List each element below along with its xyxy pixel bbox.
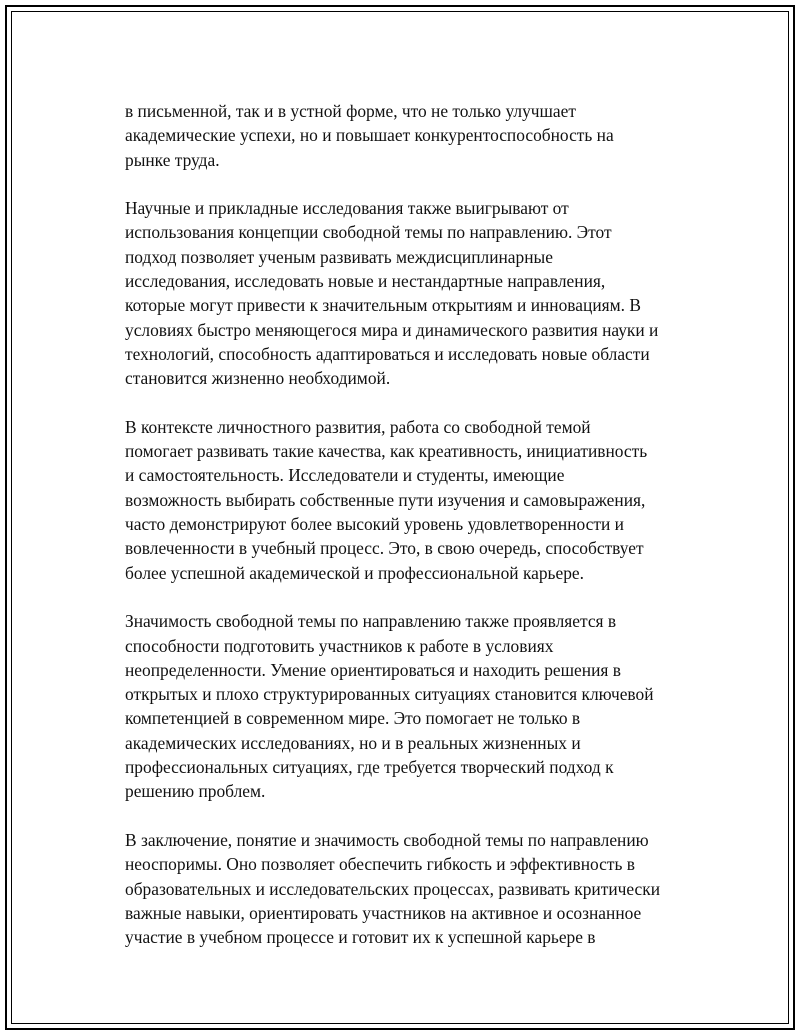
text-line: в письменной, так и в устной форме, что не только улучшает <box>125 101 576 121</box>
document-body <box>125 99 695 949</box>
text-line: использования концепции свободной темы по направлению. Этот <box>125 222 612 243</box>
text-line: исследования, исследовать новые и нестандартные направления, <box>125 271 606 292</box>
text-line: академические успехи, но и повышает конкурентоспособность на <box>125 125 614 146</box>
text-line: компетенцией в современном мире. Это помогает не только в <box>125 708 581 729</box>
text-line: открытых и плохо структурированных ситуациях становится ключевой <box>125 684 654 705</box>
text-line: рынке труда. <box>125 149 220 170</box>
text-line: условиях быстро меняющегося мира и динамического развития науки и <box>125 319 659 340</box>
text-line: способности подготовить участников к работе в условиях <box>125 635 554 656</box>
text-line: важные навыки, ориентировать участников на активное и осознанное <box>125 902 642 923</box>
paragraph-4 <box>125 609 695 803</box>
text-line: технологий, способность адаптироваться и исследовать новые области <box>125 343 650 364</box>
text-line: и самостоятельность. Исследователи и студенты, имеющие <box>125 465 565 486</box>
text-line: образовательных и исследовательских процессах, развивать критически <box>125 878 661 899</box>
text-line: академических исследованиях, но и в реальных жизненных и <box>125 732 581 753</box>
text-line: Научные и прикладные исследования также выигрывают от <box>125 198 569 219</box>
text-line: более успешной академической и профессиональной карьере. <box>125 562 584 583</box>
text-line: становится жизненно необходимой. <box>125 368 391 389</box>
paragraph-3 <box>125 415 695 585</box>
text-line: решению проблем. <box>125 781 266 802</box>
text-line: которые могут привести к значительным открытиям и инновациям. В <box>125 295 641 316</box>
text-line: возможность выбирать собственные пути изучения и самовыражения, <box>125 489 646 510</box>
text-line: В контексте личностного развития, работа со свободной темой <box>125 416 591 437</box>
text-line: неоспоримы. Оно позволяет обеспечить гибкость и эффективность в <box>125 854 635 875</box>
text-line: неопределенности. Умение ориентироваться и находить решения в <box>125 659 621 680</box>
text-line: подход позволяет ученым развивать междисциплинарные <box>125 246 553 267</box>
paragraph-2 <box>125 196 695 390</box>
text-line: Значимость свободной темы по направлению также проявляется в <box>125 611 617 632</box>
paragraph-5 <box>125 828 695 949</box>
text-line: часто демонстрируют более высокий уровень удовлетворенности и <box>125 514 624 535</box>
paragraph-1 <box>125 99 695 172</box>
text-line: участие в учебном процессе и готовит их к успешной карьере в <box>125 927 596 948</box>
page-border <box>5 5 795 1030</box>
text-line: помогает развивать такие качества, как креативность, инициативность <box>125 441 648 462</box>
text-line: профессиональных ситуациях, где требуется творческий подход к <box>125 757 614 778</box>
text-line: В заключение, понятие и значимость свободной темы по направлению <box>125 829 649 850</box>
text-line: вовлеченности в учебный процесс. Это, в свою очередь, способствует <box>125 538 644 559</box>
